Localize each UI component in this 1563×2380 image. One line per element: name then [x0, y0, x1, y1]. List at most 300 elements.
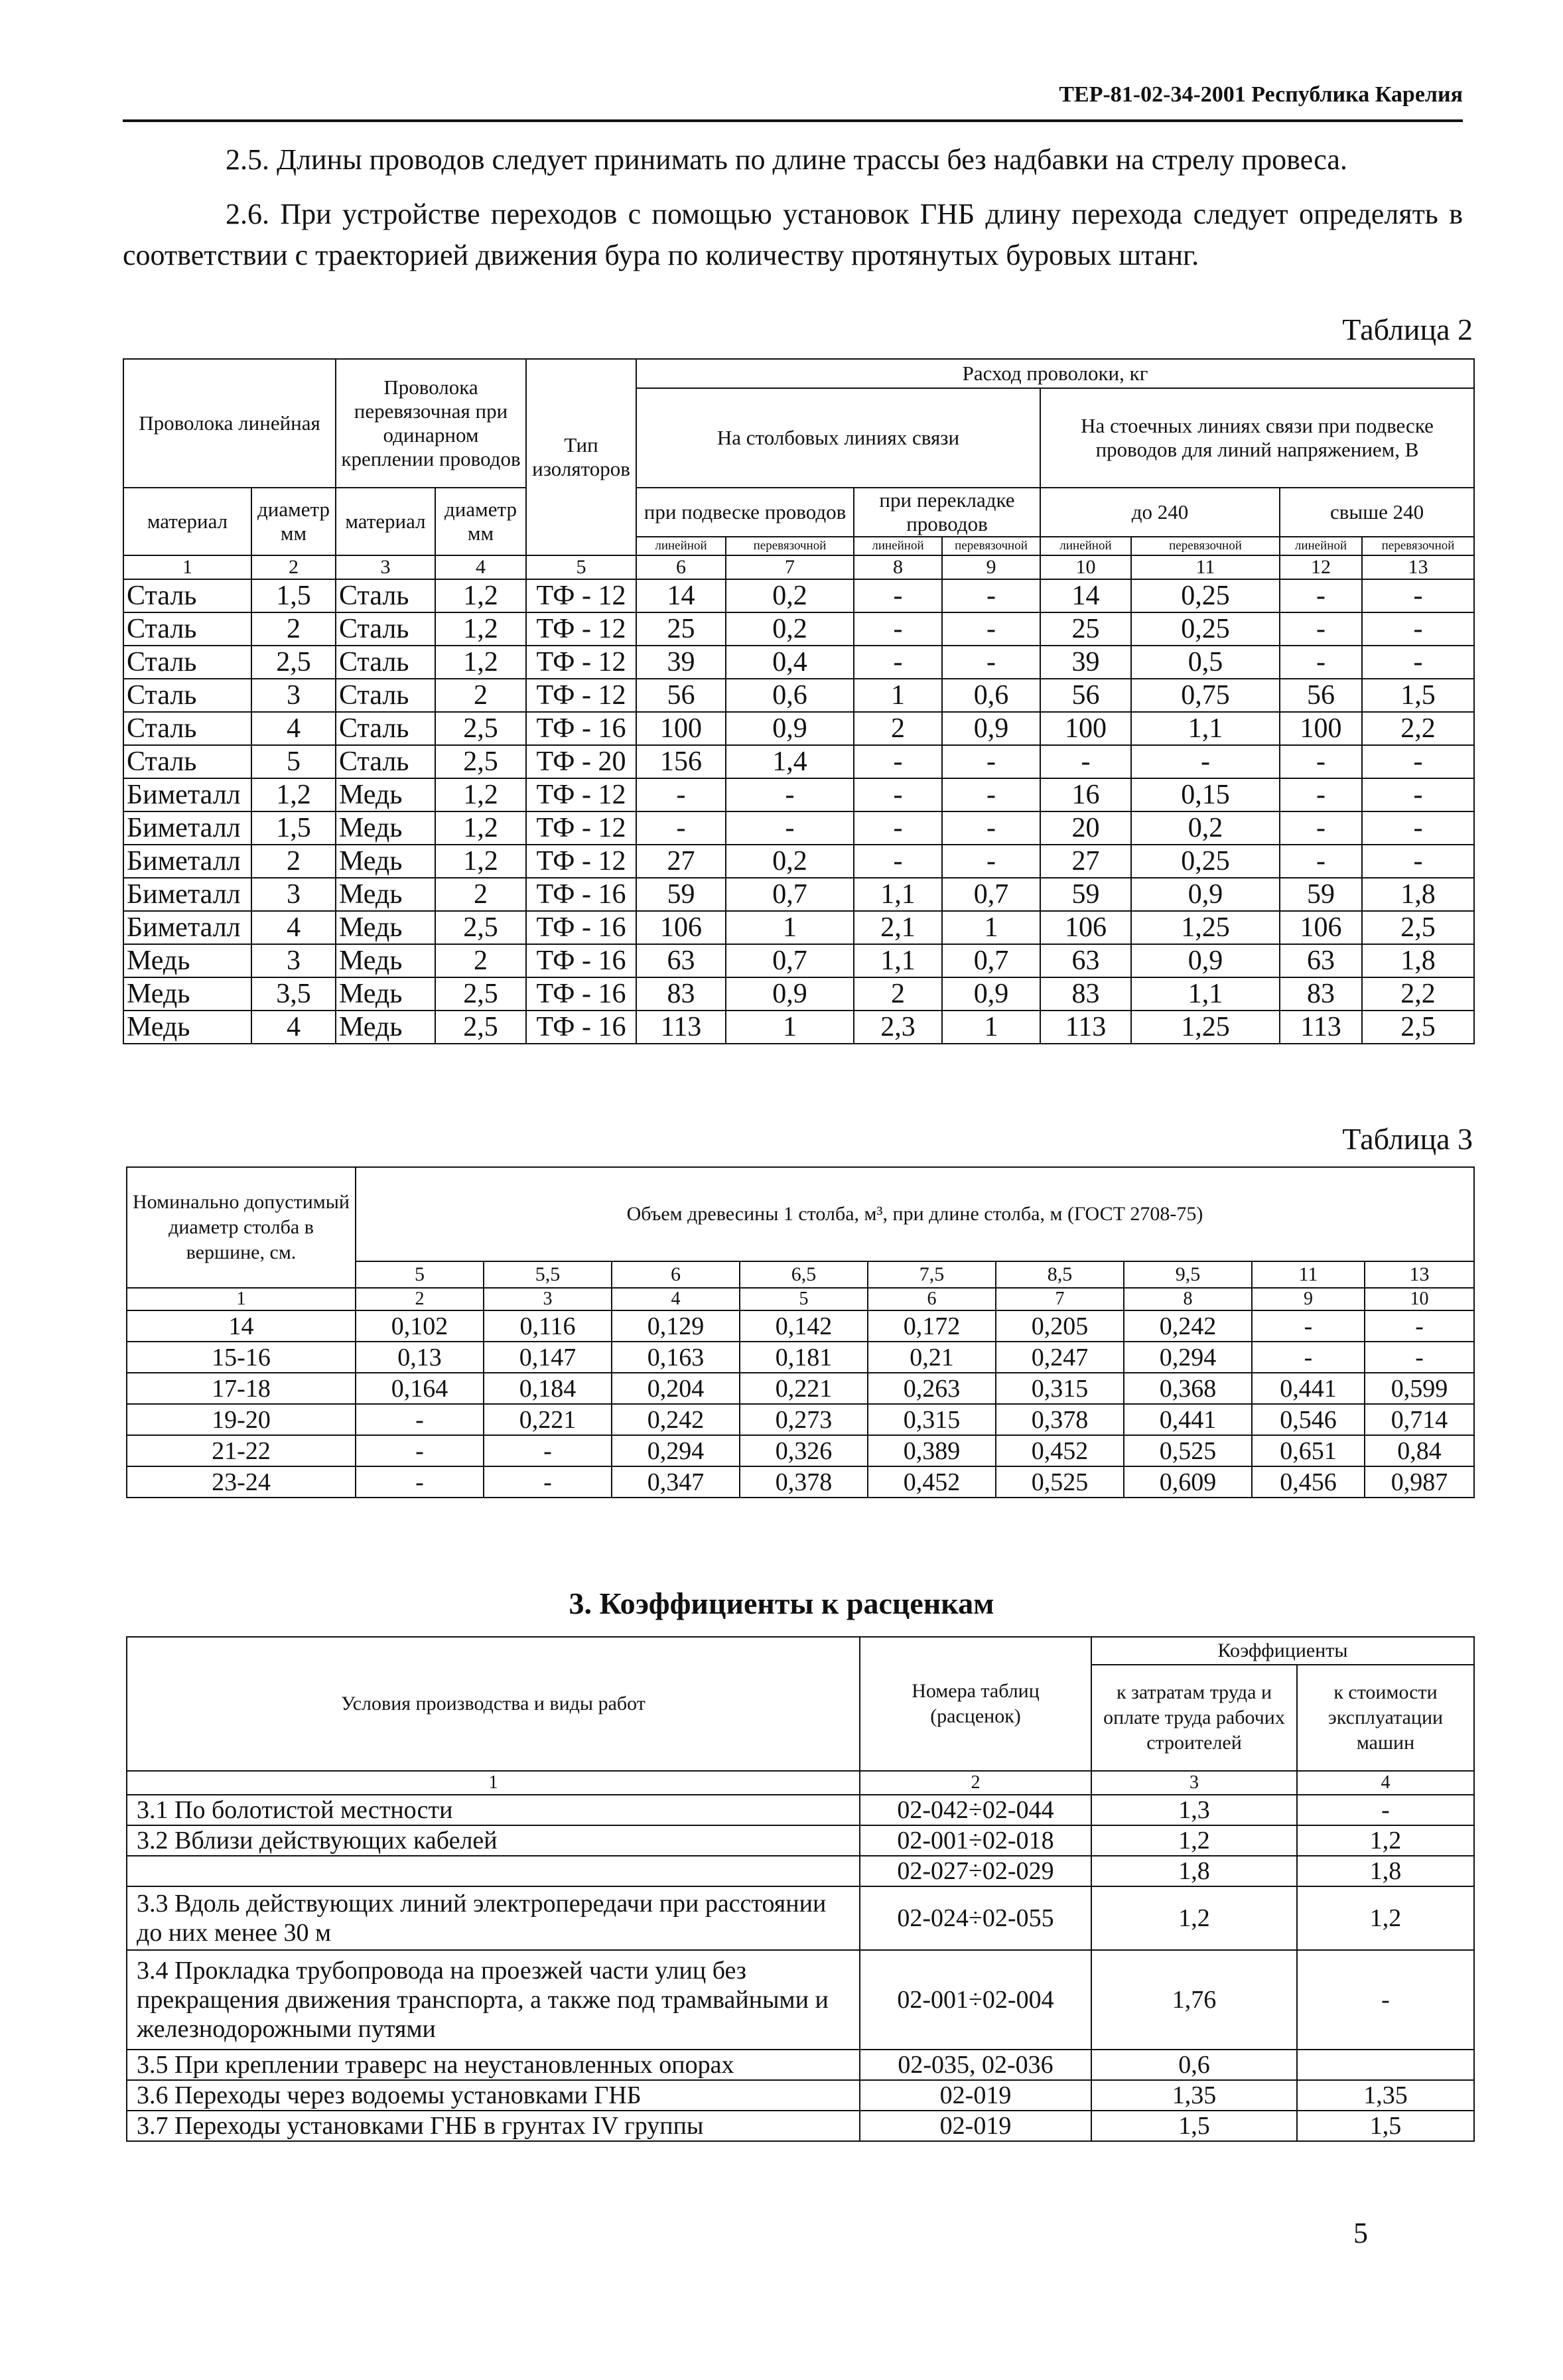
table-cell: 1,2: [435, 612, 526, 646]
pole-length: 5,5: [484, 1261, 612, 1288]
table-cell: 2: [854, 712, 942, 745]
table-cell: -: [484, 1435, 612, 1466]
column-number: 5: [740, 1288, 868, 1310]
table-cell: 2,5: [435, 745, 526, 778]
table-cell: Медь: [123, 1011, 251, 1044]
column-number: 2: [251, 555, 336, 579]
header-tie: перевязочной: [726, 537, 854, 555]
table-cell: -: [854, 845, 942, 878]
table-row: [123, 977, 1474, 1011]
table-cell: 1,8: [1362, 878, 1474, 911]
table-cell: Биметалл: [123, 911, 251, 944]
table-cell: 2,2: [1362, 977, 1474, 1011]
table-cell: 100: [1280, 712, 1362, 745]
table-cell: 0,84: [1365, 1435, 1474, 1466]
table-row: [127, 1342, 1474, 1373]
table-cell: Медь: [336, 977, 435, 1011]
table-cell: Сталь: [336, 579, 435, 612]
table-row: [127, 1404, 1474, 1435]
table-cell: 0,347: [612, 1466, 740, 1498]
header-labor-coeff: к затратам труда и оплате труда рабочих строителей: [1091, 1665, 1297, 1771]
table-cell: Сталь: [336, 712, 435, 745]
table-cell: 0,609: [1124, 1466, 1252, 1498]
table-cell: Сталь: [123, 579, 251, 612]
table-cell: 0,315: [868, 1404, 996, 1435]
table-cell: 0,651: [1252, 1435, 1365, 1466]
table-cell: 0,263: [868, 1373, 996, 1404]
table-cell: 0,525: [996, 1466, 1124, 1498]
table-row: [123, 679, 1474, 712]
table-cell: 0,221: [740, 1373, 868, 1404]
pole-length: 5: [356, 1261, 484, 1288]
table-cell: 1,2: [1091, 1825, 1297, 1856]
table-cell: 1: [726, 1011, 854, 1044]
table-cell: ТФ - 16: [526, 878, 636, 911]
table-cell: 2,2: [1362, 712, 1474, 745]
table-cell: Медь: [336, 1011, 435, 1044]
table-cell: 0,315: [996, 1373, 1124, 1404]
table-cell: 3: [251, 878, 336, 911]
table-cell: 56: [1280, 679, 1362, 712]
pole-volume-table: [126, 1166, 1475, 1498]
table-cell: 0,7: [942, 878, 1040, 911]
table-cell: 2,3: [854, 1011, 942, 1044]
table-cell: 0,9: [942, 977, 1040, 1011]
column-number: 11: [1131, 555, 1280, 579]
table-cell: 0,163: [612, 1342, 740, 1373]
table-cell: 63: [636, 944, 726, 977]
table-cell: Медь: [336, 944, 435, 977]
pole-length: 13: [1365, 1261, 1474, 1288]
table-cell: 02-024÷02-055: [860, 1886, 1091, 1950]
table-cell: -: [854, 745, 942, 778]
table-cell: 0,9: [942, 712, 1040, 745]
table-cell: Сталь: [336, 745, 435, 778]
table-cell: Сталь: [123, 745, 251, 778]
table-cell: 25: [1040, 612, 1131, 646]
table-cell: 0,714: [1365, 1404, 1474, 1435]
table-cell: 0,181: [740, 1342, 868, 1373]
table-cell: 1,2: [435, 778, 526, 811]
table-row: [123, 745, 1474, 778]
table-cell: ТФ - 12: [526, 612, 636, 646]
table-row: [127, 1950, 1474, 2050]
document-code: ТЕР-81-02-34-2001 Республика Карелия: [1059, 82, 1463, 107]
table-cell: 5: [251, 745, 336, 778]
table-cell: 0,13: [356, 1342, 484, 1373]
table2-body: [123, 579, 1474, 1044]
table-cell: -: [1362, 845, 1474, 878]
table-cell: 3.6 Переходы через водоемы установками ГНБ: [127, 2080, 860, 2111]
table-cell: -: [726, 811, 854, 845]
table-cell: 0,25: [1131, 845, 1280, 878]
table-cell: 2: [435, 679, 526, 712]
column-number: 7: [996, 1288, 1124, 1310]
table-row: [123, 646, 1474, 679]
table-cell: 0,102: [356, 1310, 484, 1342]
table-cell: 0,2: [726, 845, 854, 878]
paragraph-2-5: 2.5. Длины проводов следует принимать по длине трассы без надбавки на стрелу провеса.: [226, 143, 1347, 176]
table-cell: -: [854, 612, 942, 646]
table-cell: 0,205: [996, 1310, 1124, 1342]
table-cell: -: [854, 778, 942, 811]
table-cell: -: [356, 1466, 484, 1498]
table3-caption: Таблица 3: [1342, 1122, 1473, 1156]
header-wire-tie: Проволока перевязочная при одинарном креплении проводов: [336, 359, 526, 488]
header-machine-coeff: к стоимости эксплуатации машин: [1297, 1665, 1474, 1771]
table-cell: 27: [636, 845, 726, 878]
table-row: [123, 778, 1474, 811]
table-cell: Медь: [336, 845, 435, 878]
table-cell: -: [484, 1466, 612, 1498]
table-cell: 0,452: [868, 1466, 996, 1498]
table-cell: -: [726, 778, 854, 811]
column-number: 2: [356, 1288, 484, 1310]
table-cell: [1297, 2050, 1474, 2080]
table-cell: 1,35: [1297, 2080, 1474, 2111]
table-cell: 3,5: [251, 977, 336, 1011]
table3-body: [127, 1310, 1474, 1498]
table-cell: Сталь: [123, 712, 251, 745]
header-consumption: Расход проволоки, кг: [636, 359, 1474, 388]
column-number: 8: [1124, 1288, 1252, 1310]
column-number: 7: [726, 555, 854, 579]
table-cell: 0,172: [868, 1310, 996, 1342]
table-cell: 1,2: [251, 778, 336, 811]
table-cell: Медь: [336, 911, 435, 944]
table-cell: 2,5: [435, 977, 526, 1011]
table-cell: 0,242: [612, 1404, 740, 1435]
table-cell: 0,273: [740, 1404, 868, 1435]
column-number: 12: [1280, 555, 1362, 579]
table-cell: -: [854, 579, 942, 612]
header-material: материал: [336, 488, 435, 555]
table-cell: -: [942, 646, 1040, 679]
table-cell: 1,2: [1297, 1825, 1474, 1856]
column-number: 10: [1365, 1288, 1474, 1310]
table-cell: Сталь: [123, 612, 251, 646]
header-shifting: при перекладке проводов: [854, 488, 1040, 537]
table-cell: 56: [1040, 679, 1131, 712]
table-cell: -: [854, 646, 942, 679]
table-cell: 2,5: [435, 712, 526, 745]
table-row: [127, 1373, 1474, 1404]
table-cell: -: [1362, 646, 1474, 679]
table-cell: -: [1280, 646, 1362, 679]
table-cell: 0,452: [996, 1435, 1124, 1466]
table-row: [123, 911, 1474, 944]
table-row: [123, 1011, 1474, 1044]
table-cell: 0,4: [726, 646, 854, 679]
table-cell: 0,368: [1124, 1373, 1252, 1404]
table-cell: 3.1 По болотистой местности: [127, 1795, 860, 1825]
table-cell: 1,76: [1091, 1950, 1297, 2050]
column-number: 4: [1297, 1771, 1474, 1795]
table-cell: ТФ - 12: [526, 579, 636, 612]
header-wood-volume: Объем древесины 1 столба, м³, при длине столба, м (ГОСТ 2708-75): [356, 1167, 1474, 1261]
table-cell: 0,456: [1252, 1466, 1365, 1498]
table-cell: 1,1: [854, 878, 942, 911]
table-cell: 2: [854, 977, 942, 1011]
table-cell: 1,5: [251, 579, 336, 612]
header-pole-lines-long: На стоечных линиях связи при подвеске проводов для линий напряжением, В: [1040, 388, 1474, 488]
table-cell: 1,35: [1091, 2080, 1297, 2111]
table-cell: 02-027÷02-029: [860, 1856, 1091, 1886]
table-cell: -: [1297, 1950, 1474, 2050]
table-cell: 0,9: [726, 712, 854, 745]
table-cell: 83: [636, 977, 726, 1011]
table-cell: -: [1280, 811, 1362, 845]
table-cell: 0,389: [868, 1435, 996, 1466]
table-cell: Сталь: [336, 679, 435, 712]
table-cell: 14: [636, 579, 726, 612]
table-cell: 02-019: [860, 2111, 1091, 2141]
table-row: [127, 1310, 1474, 1342]
pole-length: 9,5: [1124, 1261, 1252, 1288]
column-numbers-row: [127, 1288, 1474, 1310]
table-cell: 2,5: [435, 1011, 526, 1044]
header-hanging: при подвеске проводов: [636, 488, 854, 537]
table-cell: -: [1280, 612, 1362, 646]
header-pole-diameter: Номинально допустимый диаметр столба в вершине, см.: [127, 1167, 356, 1288]
table-cell: 02-042÷02-044: [860, 1795, 1091, 1825]
table-cell: 0,2: [1131, 811, 1280, 845]
table-cell: 3.7 Переходы установками ГНБ в грунтах IV группы: [127, 2111, 860, 2141]
table-cell: 02-035, 02-036: [860, 2050, 1091, 2080]
table-row: [127, 2050, 1474, 2080]
column-number: 3: [1091, 1771, 1297, 1795]
table-row: [123, 845, 1474, 878]
table-cell: -: [1362, 579, 1474, 612]
table-cell: -: [1252, 1310, 1365, 1342]
table-row: [127, 1435, 1474, 1466]
table-cell: ТФ - 12: [526, 778, 636, 811]
table-cell: 3: [251, 944, 336, 977]
column-number: 1: [123, 555, 251, 579]
table-cell: -: [1362, 778, 1474, 811]
table-cell: -: [1362, 612, 1474, 646]
table2-caption: Таблица 2: [1342, 313, 1473, 346]
table-cell: 2: [251, 612, 336, 646]
table-cell: 56: [636, 679, 726, 712]
table-cell: 1,3: [1091, 1795, 1297, 1825]
table-cell: 1: [726, 911, 854, 944]
table-cell: Медь: [123, 944, 251, 977]
column-number: 1: [127, 1288, 356, 1310]
table-cell: 3.4 Прокладка трубопровода на проезжей части улиц без прекращения движения транспорта, а также под трамвайными и железнодорожными путями: [127, 1950, 860, 2050]
table-cell: 0,546: [1252, 1404, 1365, 1435]
table-cell: 59: [1280, 878, 1362, 911]
table-cell: 0,294: [612, 1435, 740, 1466]
table-cell: 1,4: [726, 745, 854, 778]
table-cell: -: [636, 811, 726, 845]
pole-length: 7,5: [868, 1261, 996, 1288]
table-cell: 1,2: [435, 646, 526, 679]
table-cell: ТФ - 12: [526, 646, 636, 679]
table-cell: 1,25: [1131, 1011, 1280, 1044]
table-cell: -: [942, 612, 1040, 646]
table-cell: 1,2: [435, 845, 526, 878]
table-cell: 106: [636, 911, 726, 944]
table-cell: [127, 1856, 860, 1886]
header-tie: перевязочной: [1131, 537, 1280, 555]
table-cell: 14: [1040, 579, 1131, 612]
table-row: [123, 579, 1474, 612]
table-cell: 4: [251, 712, 336, 745]
table-cell: 0,7: [942, 944, 1040, 977]
table-cell: 0,9: [1131, 944, 1280, 977]
table-cell: ТФ - 16: [526, 944, 636, 977]
table-cell: 1: [942, 1011, 1040, 1044]
table-cell: ТФ - 16: [526, 977, 636, 1011]
coefficients-body: [127, 1795, 1474, 2141]
table-row: [123, 878, 1474, 911]
table-row: [127, 2080, 1474, 2111]
table-cell: Сталь: [123, 646, 251, 679]
table-cell: 1,8: [1091, 1856, 1297, 1886]
table-cell: 0,184: [484, 1373, 612, 1404]
table-cell: 1,5: [1091, 2111, 1297, 2141]
table-cell: 156: [636, 745, 726, 778]
table-cell: 83: [1280, 977, 1362, 1011]
table-cell: 1,5: [251, 811, 336, 845]
table-cell: 2: [435, 878, 526, 911]
table-cell: 113: [1040, 1011, 1131, 1044]
table-cell: 0,204: [612, 1373, 740, 1404]
wire-consumption-table: [123, 358, 1475, 1044]
table-cell: 0,599: [1365, 1373, 1474, 1404]
table-cell: 02-019: [860, 2080, 1091, 2111]
table-cell: -: [1040, 745, 1131, 778]
table-cell: Биметалл: [123, 878, 251, 911]
column-numbers-row: [123, 555, 1474, 579]
table-cell: 113: [1280, 1011, 1362, 1044]
table-cell: -: [1365, 1310, 1474, 1342]
table-cell: 1,5: [1362, 679, 1474, 712]
table-cell: 19-20: [127, 1404, 356, 1435]
section-3-title: 3. Коэффициенты к расценкам: [569, 1586, 994, 1620]
table-cell: 0,2: [726, 612, 854, 646]
column-number: 6: [636, 555, 726, 579]
table-cell: ТФ - 20: [526, 745, 636, 778]
table-cell: ТФ - 16: [526, 712, 636, 745]
table-cell: -: [1297, 1795, 1474, 1825]
header-pole-lines: На столбовых линиях связи: [636, 388, 1040, 488]
table-cell: 1,5: [1297, 2111, 1474, 2141]
table-cell: Медь: [336, 811, 435, 845]
table-cell: 39: [1040, 646, 1131, 679]
table-cell: 0,221: [484, 1404, 612, 1435]
header-over240: свыше 240: [1280, 488, 1474, 537]
table-cell: 15-16: [127, 1342, 356, 1373]
table-cell: 83: [1040, 977, 1131, 1011]
header-diameter: диаметр мм: [435, 488, 526, 555]
table-cell: Биметалл: [123, 778, 251, 811]
table-cell: ТФ - 16: [526, 911, 636, 944]
table-cell: 106: [1040, 911, 1131, 944]
table-cell: ТФ - 12: [526, 811, 636, 845]
table-row: [123, 944, 1474, 977]
table-cell: 23-24: [127, 1466, 356, 1498]
table-cell: 0,294: [1124, 1342, 1252, 1373]
header-material: материал: [123, 488, 251, 555]
table-cell: 0,7: [726, 944, 854, 977]
table-row: [127, 1795, 1474, 1825]
column-number: 4: [435, 555, 526, 579]
table-cell: 0,441: [1252, 1373, 1365, 1404]
pole-length: 6,5: [740, 1261, 868, 1288]
table-cell: ТФ - 12: [526, 679, 636, 712]
document-header: [123, 80, 1463, 122]
header-linear: линейной: [1040, 537, 1131, 555]
column-number: 9: [942, 555, 1040, 579]
column-number: 5: [526, 555, 636, 579]
table-cell: 02-001÷02-004: [860, 1950, 1091, 2050]
table-cell: Сталь: [336, 612, 435, 646]
table-cell: 1,25: [1131, 911, 1280, 944]
header-table-numbers: Номера таблиц (расценок): [860, 1637, 1091, 1771]
pole-length: 6: [612, 1261, 740, 1288]
table-cell: -: [942, 778, 1040, 811]
table-row: [123, 712, 1474, 745]
table-cell: 0,164: [356, 1373, 484, 1404]
table-cell: -: [942, 811, 1040, 845]
table-cell: 0,6: [726, 679, 854, 712]
table-cell: Медь: [123, 977, 251, 1011]
table-cell: Биметалл: [123, 845, 251, 878]
table-cell: 0,987: [1365, 1466, 1474, 1498]
table-cell: -: [1365, 1342, 1474, 1373]
column-number: 13: [1362, 555, 1474, 579]
table-cell: 113: [636, 1011, 726, 1044]
table-row: [127, 1825, 1474, 1856]
table-cell: -: [942, 745, 1040, 778]
table-cell: 0,6: [1091, 2050, 1297, 2080]
table-cell: 0,525: [1124, 1435, 1252, 1466]
table-cell: 2: [251, 845, 336, 878]
table-cell: 17-18: [127, 1373, 356, 1404]
table-cell: 0,75: [1131, 679, 1280, 712]
table-cell: 0,116: [484, 1310, 612, 1342]
table-cell: Биметалл: [123, 811, 251, 845]
column-number: 3: [336, 555, 435, 579]
column-number: 10: [1040, 555, 1131, 579]
table-cell: -: [1280, 778, 1362, 811]
table-cell: Медь: [336, 878, 435, 911]
table-cell: 21-22: [127, 1435, 356, 1466]
table-cell: 3.2 Вблизи действующих кабелей: [127, 1825, 860, 1856]
header-insulator: Тип изоляторов: [526, 359, 636, 555]
table-cell: 1: [854, 679, 942, 712]
table-cell: 106: [1280, 911, 1362, 944]
table-cell: 2,5: [435, 911, 526, 944]
table-row: [127, 1466, 1474, 1498]
table-cell: 0,5: [1131, 646, 1280, 679]
table-cell: 3.3 Вдоль действующих линий электропередачи при расстоянии до них менее 30 м: [127, 1886, 860, 1950]
column-number: 1: [127, 1771, 860, 1795]
table-cell: -: [1362, 745, 1474, 778]
table-cell: 59: [636, 878, 726, 911]
table-cell: 63: [1280, 944, 1362, 977]
table-cell: ТФ - 16: [526, 1011, 636, 1044]
table-cell: 1,1: [1131, 977, 1280, 1011]
page-number: 5: [1353, 2217, 1368, 2249]
header-tie: перевязочной: [942, 537, 1040, 555]
table-cell: 0,25: [1131, 612, 1280, 646]
table-cell: 4: [251, 1011, 336, 1044]
table-cell: Сталь: [336, 646, 435, 679]
column-number: 4: [612, 1288, 740, 1310]
